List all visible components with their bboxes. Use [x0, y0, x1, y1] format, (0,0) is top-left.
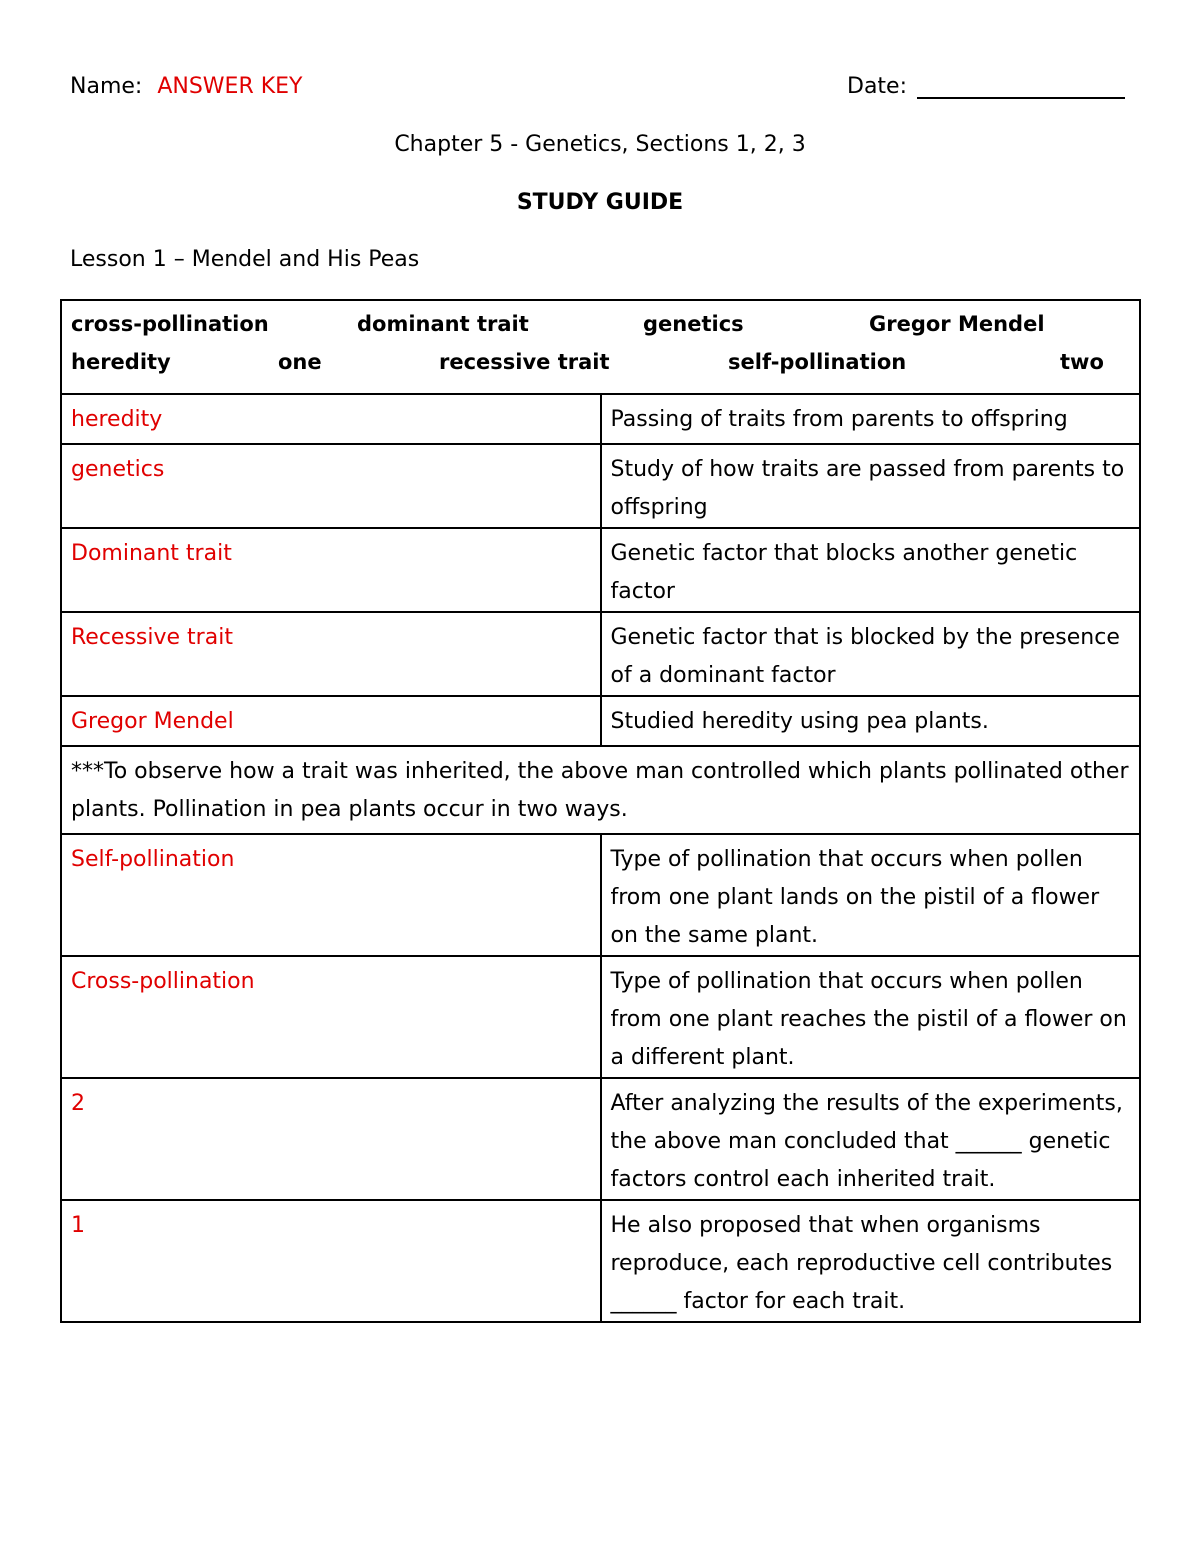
- table-row: [61, 528, 1140, 612]
- definition-cell: Type of pollination that occurs when pollen from one plant lands on the pistil of a flower on the same plant.: [601, 834, 1141, 956]
- word-bank: [61, 300, 1140, 394]
- table-row: [61, 956, 1140, 1078]
- table-row: [61, 1078, 1140, 1200]
- definition-cell: Passing of traits from parents to offspring: [601, 394, 1141, 444]
- word-bank-item: dominant trait: [357, 312, 529, 336]
- name-field: [70, 74, 303, 99]
- table-row: [61, 394, 1140, 444]
- page-subtitle: STUDY GUIDE: [516, 190, 684, 215]
- page-title: Chapter 5 - Genetics, Sections 1, 2, 3: [394, 132, 806, 157]
- name-label: Name:: [70, 74, 143, 99]
- table-row: [61, 834, 1140, 956]
- word-bank-item: one: [278, 350, 322, 374]
- word-bank-item: heredity: [71, 350, 171, 374]
- study-guide-table: [60, 299, 1141, 1323]
- term-cell: Gregor Mendel: [61, 696, 601, 746]
- table-row: [61, 1200, 1140, 1322]
- word-bank-item: two: [1060, 350, 1104, 374]
- date-label: Date:: [847, 74, 907, 99]
- word-bank-row: [61, 300, 1140, 394]
- table-row: [61, 444, 1140, 528]
- word-bank-item: cross-pollination: [71, 312, 269, 336]
- note-cell: ***To observe how a trait was inherited, the above man controlled which plants pollinated other plants. Pollination in pea plants occur in two ways.: [61, 746, 1140, 834]
- definition-cell: He also proposed that when organisms reproduce, each reproductive cell contributes ______ factor for each trait.: [601, 1200, 1141, 1322]
- word-bank-item: recessive trait: [439, 350, 610, 374]
- definition-cell: Studied heredity using pea plants.: [601, 696, 1141, 746]
- table-row: [61, 696, 1140, 746]
- definition-cell: Study of how traits are passed from parents to offspring: [601, 444, 1141, 528]
- definition-cell: Genetic factor that blocks another genetic factor: [601, 528, 1141, 612]
- term-cell: heredity: [61, 394, 601, 444]
- date-field: [847, 74, 1125, 99]
- term-cell: Dominant trait: [61, 528, 601, 612]
- table-row: [61, 612, 1140, 696]
- note-row: [61, 746, 1140, 834]
- lesson-heading: Lesson 1 – Mendel and His Peas: [70, 247, 420, 272]
- term-cell: 2: [61, 1078, 601, 1200]
- word-bank-item: self-pollination: [728, 350, 907, 374]
- term-cell: genetics: [61, 444, 601, 528]
- name-value: ANSWER KEY: [157, 74, 303, 99]
- definition-cell: Type of pollination that occurs when pollen from one plant reaches the pistil of a flower on a different plant.: [601, 956, 1141, 1078]
- word-bank-item: genetics: [643, 312, 744, 336]
- term-cell: Recessive trait: [61, 612, 601, 696]
- term-cell: Cross-pollination: [61, 956, 601, 1078]
- date-blank-line: [917, 75, 1125, 99]
- word-bank-item: Gregor Mendel: [869, 312, 1045, 336]
- definition-cell: Genetic factor that is blocked by the presence of a dominant factor: [601, 612, 1141, 696]
- definition-cell: After analyzing the results of the experiments, the above man concluded that ______ genetic factors control each inherited trait.: [601, 1078, 1141, 1200]
- term-cell: 1: [61, 1200, 601, 1322]
- term-cell: Self-pollination: [61, 834, 601, 956]
